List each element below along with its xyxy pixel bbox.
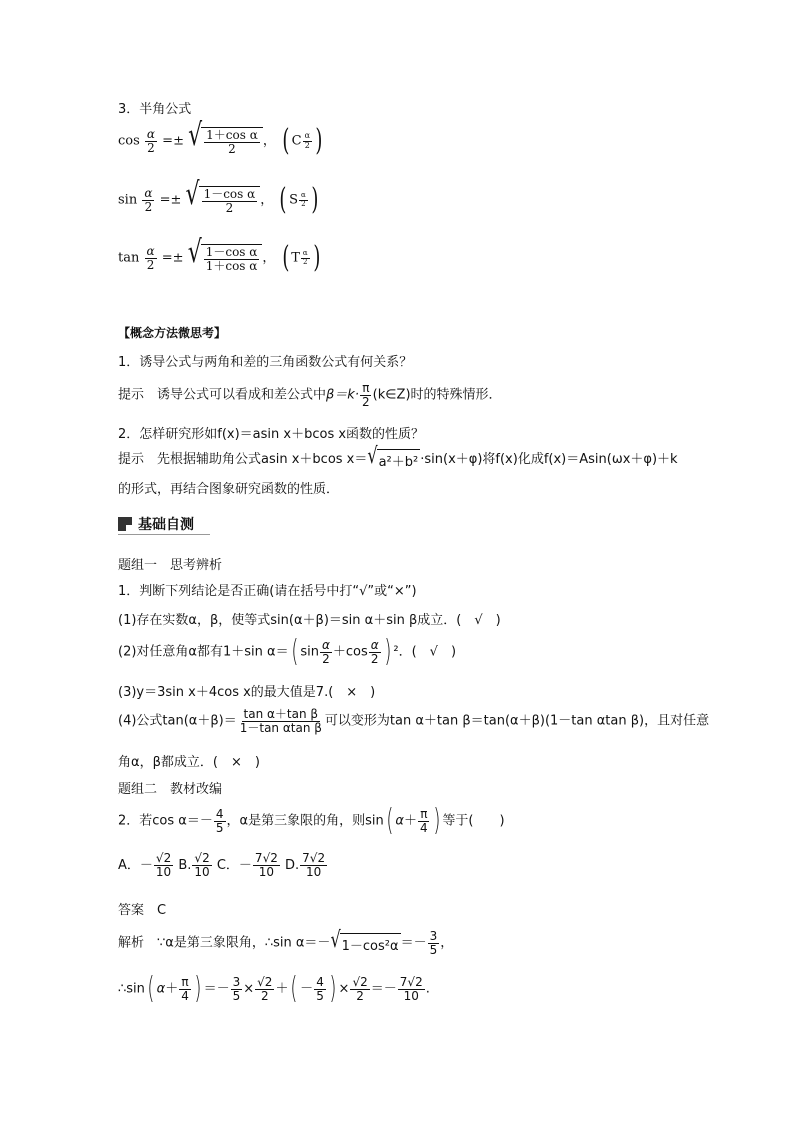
problem-2: 2．若cos α＝－ $\frac{4}{5}$ ，α是第三象限的角，则sin( α＋ $\frac{\pi}{4}$ ) 等于( ): [118, 803, 505, 838]
fn-name: sin: [118, 192, 138, 208]
statement-1: (1)存在实数α，β，使等式sin(α＋β)＝sin α＋sin β成立．( √ ): [118, 613, 501, 628]
concept-question-1: 1．诱导公式与两角和差的三角函数公式有何关系？: [118, 355, 413, 370]
sqrt-expr: √ $\frac{\text{1＋cos α}}{2}$: [188, 127, 263, 155]
concept-answer-1: 提示 诱导公式可以看成和差公式中β＝k· $\frac{\pi}{2}$ (k∈Z)时的特殊情形．: [118, 381, 502, 409]
plus-minus: =±: [162, 133, 184, 149]
formula-label: S: [289, 192, 298, 208]
heading-square-icon: [118, 517, 132, 531]
group-1-title: 题组一 思考辨析: [118, 558, 223, 573]
alpha-over-2: $\frac{\alpha}{2}$: [146, 126, 156, 155]
solution-line-1: 解析 ∵α是第三象限角，∴sin α＝－ √ 1－cos²α ＝－ $\frac{3}{5}$ ，: [118, 925, 454, 957]
tan-half-formula: tan $\frac{\alpha}{2}$ =± √ $\frac{\text{1－cos α}}{\text{1＋cos α}}$ ， ( T $\frac{\alpha}{2}$ ): [118, 235, 321, 275]
concept-answer-2-line2: 的形式，再结合图象研究函数的性质．: [118, 482, 340, 497]
statement-3: (3)y＝3sin x＋4cos x的最大值是7.( × ): [118, 685, 376, 700]
concept-title: 【概念方法微思考】: [118, 326, 227, 340]
heading-rule: [118, 534, 210, 535]
statement-4: (4)公式tan(α＋β)＝ $\frac{\text{tan α＋tan β}}{\text{1－tan αtan β}}$ 可以变形为tan α＋tan β＝tan(α＋β)(1－tan αtan β)，且对任意: [118, 707, 710, 735]
fn-name: cos: [118, 133, 140, 149]
statement-4-line2: 角α，β都成立．( × ): [118, 755, 260, 770]
answer: 答案 C: [118, 903, 167, 918]
section-title: 基础自测: [138, 517, 194, 533]
half-angle-heading: 3．半角公式: [118, 102, 192, 117]
option-a: A．－ $\frac{√2}{10}$: [118, 851, 172, 879]
options: [118, 852, 328, 878]
group-2-title: 题组二 教材改编: [118, 782, 223, 797]
fn-name: tan: [118, 250, 140, 266]
formula-label: T: [291, 250, 300, 266]
statement-2: (2)对任意角α都有1＋sin α＝( sin $\frac{\alpha}{2}$ ＋cos $\frac{\alpha}{2}$ ) ²．( √ ): [118, 634, 457, 669]
section-heading: [118, 514, 194, 534]
formula-label: C: [291, 133, 302, 149]
option-b: B. $\frac{√2}{10}$: [178, 851, 210, 879]
option-d: D. $\frac{7√2}{10}$: [285, 851, 326, 879]
concept-answer-2: 提示 先根据辅助角公式asin x＋bcos x＝ √ a²＋b² ·sin(x＋φ)将f(x)化成f(x)＝Asin(ωx＋φ)＋k: [118, 442, 678, 470]
problem-1: 1．判断下列结论是否正确(请在括号中打“√”或“×”): [118, 584, 417, 599]
sin-half-formula: sin $\frac{\alpha}{2}$ =± √ $\frac{\text{1－cos α}}{2}$ ， ( S $\frac{\alpha}{2}$ ): [118, 177, 319, 217]
solution-line-2: ∴sin( α＋ $\frac{\pi}{4}$ ) ＝－ $\frac{3}{5}$ × $\frac{√2}{2}$ ＋( － $\frac{4}{5}$ ) × $\frac{√2}{2}$ ＝－ $\frac{7√2}{10}$ .: [118, 971, 430, 1006]
concept-question-2: 2．怎样研究形如f(x)＝asin x＋bcos x函数的性质？: [118, 427, 425, 442]
cos-half-formula: cos $\frac{\alpha}{2}$ =± √ $\frac{\text{1＋cos α}}{2}$ ， ( C $\frac{\alpha}{2}$ ): [118, 118, 323, 158]
option-c: C．－ $\frac{7√2}{10}$: [216, 851, 278, 879]
